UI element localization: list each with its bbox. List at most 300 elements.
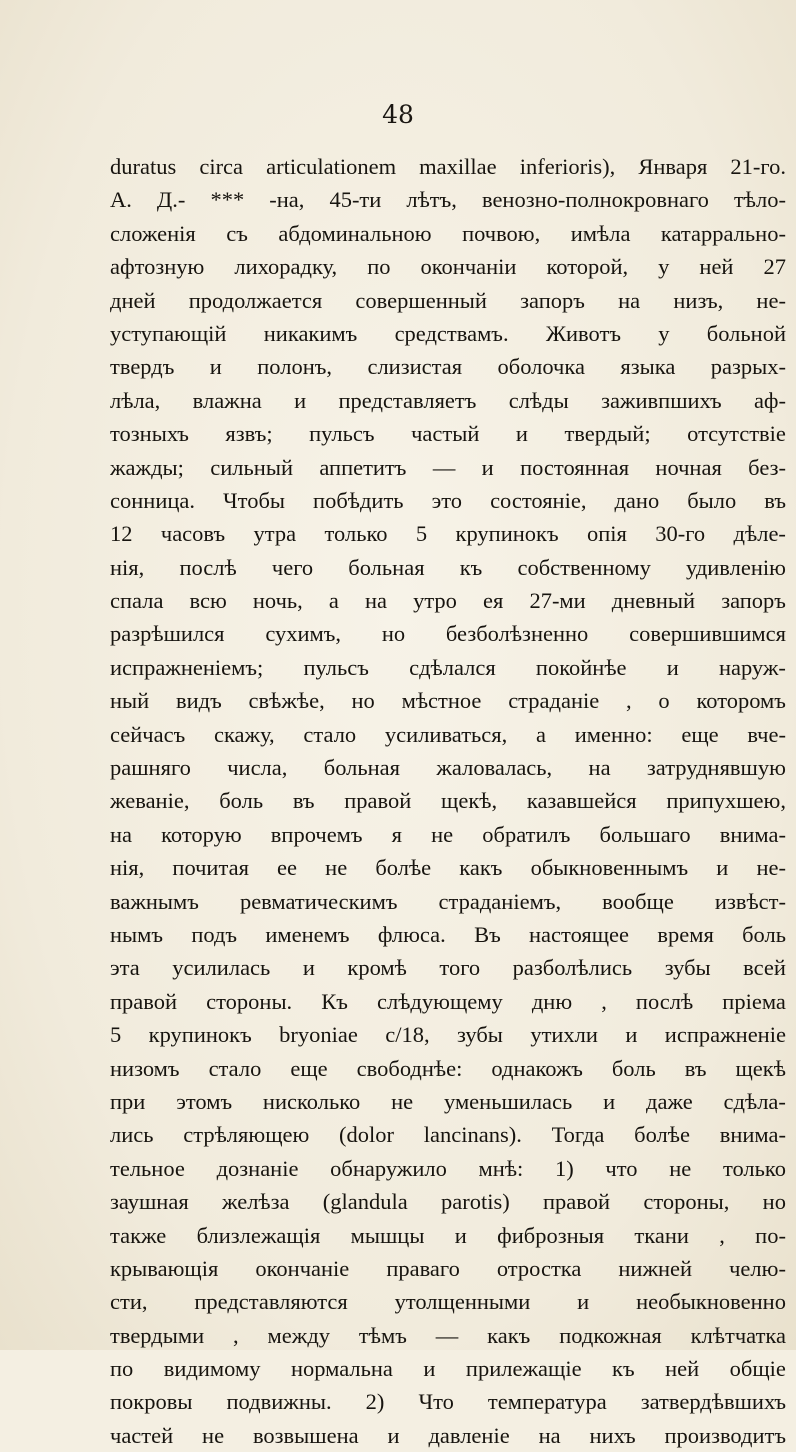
word: 27-ми xyxy=(529,588,586,614)
word: inferioris), xyxy=(519,154,616,179)
word: затвердѣвшихъ xyxy=(640,1389,786,1415)
word: еще xyxy=(290,1055,328,1081)
word: у xyxy=(658,254,670,280)
page-number: 48 xyxy=(382,100,414,129)
word: средствамъ. xyxy=(394,320,509,346)
text-line xyxy=(110,751,786,784)
word: собственному xyxy=(517,554,651,580)
text-line xyxy=(110,784,786,817)
word: и xyxy=(209,354,222,380)
word: о xyxy=(658,688,670,714)
word: язвъ; xyxy=(225,421,273,447)
word: дано xyxy=(614,487,660,513)
word: , xyxy=(601,988,607,1014)
word: боль xyxy=(742,921,786,947)
word: сейчасъ xyxy=(110,721,186,747)
word: какъ xyxy=(459,855,503,881)
word: duratus xyxy=(110,154,177,179)
text-line xyxy=(110,1219,786,1252)
word: окончаніе xyxy=(255,1255,350,1281)
word: часовъ xyxy=(160,521,226,547)
word: почвою, xyxy=(462,220,541,246)
word: слѣды xyxy=(508,387,569,413)
word: прилежащіе xyxy=(465,1356,582,1382)
word: къ xyxy=(612,1356,635,1382)
word: при xyxy=(110,1088,146,1114)
word: крывающія xyxy=(110,1255,219,1281)
text-line xyxy=(110,1118,786,1151)
text-line xyxy=(110,1018,786,1051)
word: -на, xyxy=(269,187,305,213)
word: именно: xyxy=(574,721,653,747)
word: дней xyxy=(110,287,156,313)
text-line xyxy=(110,1352,786,1385)
word: нымъ xyxy=(110,921,164,947)
word: 27 xyxy=(763,254,786,280)
text-line xyxy=(110,551,786,584)
word: жаловалась, xyxy=(436,755,553,781)
word: какъ xyxy=(487,1322,531,1348)
word: на xyxy=(618,287,641,313)
word: Д.- xyxy=(156,187,186,213)
word: больная xyxy=(323,755,401,781)
word: близлежащія xyxy=(196,1222,321,1248)
word: покойнѣе xyxy=(535,654,627,680)
word: представляетъ xyxy=(338,387,477,413)
word: Въ xyxy=(474,921,501,947)
text-line xyxy=(110,651,786,684)
word: отростка xyxy=(496,1255,582,1281)
word: полонъ, xyxy=(257,354,333,380)
word: что xyxy=(605,1155,638,1181)
word: стороны, xyxy=(643,1189,730,1215)
word: казавшейся xyxy=(526,788,637,814)
word: время xyxy=(657,921,714,947)
word: необыкновенно xyxy=(636,1289,786,1315)
word: и xyxy=(481,454,494,480)
word: но xyxy=(351,688,375,714)
word: болѣе xyxy=(634,1122,690,1148)
word: обыкновеннымъ xyxy=(530,855,689,881)
word: ткани xyxy=(634,1222,689,1248)
text-line xyxy=(110,517,786,550)
word: стороны. xyxy=(206,988,293,1014)
text-line xyxy=(110,350,786,383)
word: но xyxy=(762,1189,786,1215)
word: 21-го. xyxy=(730,154,786,179)
word: и xyxy=(294,387,307,413)
word: кромѣ xyxy=(347,955,407,981)
word: 2) xyxy=(365,1389,385,1415)
text-line xyxy=(110,918,786,951)
word: жеваніе, xyxy=(110,788,190,814)
word: испражненіемъ; xyxy=(110,654,264,680)
word: на xyxy=(364,588,387,614)
word: свободнѣе: xyxy=(356,1055,463,1081)
text-line xyxy=(110,1285,786,1318)
word: припухшею, xyxy=(666,788,786,814)
word: по xyxy=(110,1356,134,1382)
word: Чтобы xyxy=(223,487,286,513)
word: тозныхъ xyxy=(110,421,189,447)
word: обнаружило xyxy=(330,1155,447,1181)
word: большаго xyxy=(599,821,691,847)
word: дню xyxy=(531,988,573,1014)
word: только xyxy=(324,521,388,547)
word: запоръ xyxy=(721,588,786,614)
word: настоящее xyxy=(529,921,630,947)
word: совершенный xyxy=(355,287,487,313)
word: нихъ xyxy=(589,1422,636,1448)
word: сдѣла- xyxy=(723,1088,786,1114)
word: это xyxy=(431,487,463,513)
word: всю xyxy=(189,588,227,614)
word: разболѣлись xyxy=(512,955,633,981)
word: въ xyxy=(764,487,786,513)
word: а xyxy=(328,588,339,614)
word: и xyxy=(577,1289,590,1315)
word: нисколько xyxy=(262,1088,361,1114)
word: утро xyxy=(413,588,457,614)
word: числа, xyxy=(227,755,288,781)
word: зубы xyxy=(664,955,711,981)
word: правой xyxy=(543,1189,611,1215)
word: , xyxy=(233,1322,239,1348)
word: lancinans). xyxy=(423,1122,522,1148)
word: не xyxy=(431,821,454,847)
word: и xyxy=(625,1022,638,1048)
word: сдѣлался xyxy=(409,654,496,680)
word: видимому xyxy=(163,1356,261,1382)
word: твердый; xyxy=(564,421,651,447)
word: по xyxy=(367,254,391,280)
text-line xyxy=(110,1052,786,1085)
word: челю- xyxy=(729,1255,786,1281)
word: щекѣ xyxy=(735,1055,786,1081)
word: разрѣшился xyxy=(110,621,225,647)
word: нормальна xyxy=(290,1356,393,1382)
word: слѣдующему xyxy=(377,988,503,1014)
word: и xyxy=(302,955,315,981)
word: страданіемъ, xyxy=(438,888,562,914)
word: затруднявшую xyxy=(646,755,786,781)
text-line xyxy=(110,1085,786,1118)
word: 5 xyxy=(415,521,428,547)
text-line xyxy=(110,851,786,884)
word: и xyxy=(515,421,528,447)
word: и xyxy=(603,1088,616,1114)
word: ревматическимъ xyxy=(239,888,398,914)
text-line xyxy=(110,885,786,918)
word: на xyxy=(588,755,611,781)
word: c/18, xyxy=(385,1022,430,1048)
word: не xyxy=(669,1155,692,1181)
word: усилилась xyxy=(172,955,271,981)
word: на xyxy=(538,1422,561,1448)
word: вче- xyxy=(747,721,786,747)
word: постоянная xyxy=(520,454,630,480)
word: нія, xyxy=(110,855,145,881)
word: частей xyxy=(110,1422,174,1448)
word: имѣла xyxy=(570,220,631,246)
word: сухимъ, xyxy=(265,621,342,647)
word: усиливаться, xyxy=(384,721,508,747)
text-line xyxy=(110,417,786,450)
word: А. xyxy=(110,187,132,213)
word: представляются xyxy=(194,1289,348,1315)
word: щекѣ, xyxy=(441,788,498,814)
word: не xyxy=(325,855,348,881)
text-line xyxy=(110,1385,786,1418)
word: чего xyxy=(271,554,314,580)
body-text xyxy=(110,150,786,1452)
text-line xyxy=(110,684,786,717)
word: стрѣляющею xyxy=(183,1122,310,1148)
word: правой xyxy=(344,788,412,814)
word: температура xyxy=(487,1389,607,1415)
word: parotis) xyxy=(441,1189,510,1215)
word: жажды; xyxy=(110,454,184,480)
word: , xyxy=(719,1222,725,1248)
word: праваго xyxy=(386,1255,460,1281)
word: въ xyxy=(684,1055,707,1081)
word: дознаніе xyxy=(216,1155,299,1181)
word: пріема xyxy=(722,988,786,1014)
word: сонница. xyxy=(110,487,196,513)
word: сти, xyxy=(110,1289,148,1315)
word: никакимъ xyxy=(263,320,358,346)
word: утихли xyxy=(530,1022,598,1048)
text-line xyxy=(110,317,786,350)
word: на xyxy=(110,821,133,847)
word: заживпшихъ xyxy=(601,387,722,413)
word: больной xyxy=(706,320,786,346)
word: безболѣзненно xyxy=(445,621,589,647)
word: послѣ xyxy=(635,988,694,1014)
word: тѣло- xyxy=(733,187,786,213)
word: видъ xyxy=(175,688,222,714)
word: удивленію xyxy=(685,554,786,580)
word: не- xyxy=(756,287,786,313)
word: Тогда xyxy=(551,1122,605,1148)
text-line xyxy=(110,384,786,417)
word: мѣстное xyxy=(401,688,482,714)
word: circa xyxy=(199,154,244,179)
word: которомъ xyxy=(696,688,786,714)
word: и xyxy=(666,654,679,680)
word: уменьшилась xyxy=(443,1088,573,1114)
word: внима- xyxy=(719,821,786,847)
word: послѣ xyxy=(179,554,237,580)
word: пульсъ xyxy=(303,654,369,680)
text-line xyxy=(110,284,786,317)
text-line xyxy=(110,250,786,283)
word: 30-го xyxy=(655,521,706,547)
word: въ xyxy=(292,788,315,814)
word: именемъ xyxy=(265,921,350,947)
word: венозно-полнокровнаго xyxy=(481,187,709,213)
text-line xyxy=(110,818,786,851)
word: мышцы xyxy=(350,1222,425,1248)
word: (glandula xyxy=(322,1189,408,1215)
word: было xyxy=(687,487,737,513)
word: а xyxy=(536,721,546,747)
word: *** xyxy=(210,187,245,213)
text-line xyxy=(110,1252,786,1285)
word: также xyxy=(110,1222,167,1248)
word: производитъ xyxy=(664,1422,786,1448)
word: и xyxy=(454,1222,467,1248)
word: слизистая xyxy=(367,354,463,380)
word: оболочка xyxy=(497,354,585,380)
word: тельное xyxy=(110,1155,185,1181)
word: — xyxy=(435,1322,459,1348)
word: афтозную xyxy=(110,254,205,280)
word: аф- xyxy=(753,387,786,413)
word: 45-ти xyxy=(329,187,382,213)
word: у xyxy=(658,320,670,346)
word: сильный xyxy=(210,454,293,480)
word: наруж- xyxy=(718,654,786,680)
word: влажна xyxy=(192,387,262,413)
word: ее xyxy=(277,855,298,881)
word: еще xyxy=(681,721,719,747)
word: съ xyxy=(226,220,248,246)
word: рашняго xyxy=(110,755,191,781)
word: спала xyxy=(110,588,164,614)
text-line xyxy=(110,484,786,517)
word: абдоминальною xyxy=(278,220,432,246)
word: я xyxy=(391,821,403,847)
word: 5 xyxy=(110,1022,122,1048)
word: сложенія xyxy=(110,220,196,246)
word: состояніе, xyxy=(490,487,587,513)
word: , xyxy=(626,688,632,714)
word: больная xyxy=(348,554,425,580)
word: не- xyxy=(756,855,786,881)
word: скажу, xyxy=(213,721,275,747)
text-line xyxy=(110,985,786,1018)
word: общіе xyxy=(729,1356,786,1382)
word: крупинокъ xyxy=(455,521,559,547)
word: нижней xyxy=(618,1255,693,1281)
word: разрых- xyxy=(710,354,786,380)
text-line xyxy=(110,150,786,183)
word: къ xyxy=(459,554,483,580)
word: клѣтчатка xyxy=(690,1322,786,1348)
word: твердъ xyxy=(110,354,175,380)
word: утра xyxy=(253,521,297,547)
word: этомъ xyxy=(176,1088,233,1114)
word: лихорадку, xyxy=(234,254,338,280)
word: Животъ xyxy=(545,320,621,346)
word: Что xyxy=(418,1389,454,1415)
word: и xyxy=(423,1356,436,1382)
word: частый xyxy=(411,421,480,447)
word: но xyxy=(381,621,406,647)
word: ней xyxy=(665,1356,700,1382)
word: лѣтъ, xyxy=(406,187,457,213)
word: вообще xyxy=(602,888,674,914)
word: ней xyxy=(699,254,734,280)
word: Къ xyxy=(321,988,348,1014)
word: крупинокъ xyxy=(148,1022,252,1048)
word: обратилъ xyxy=(482,821,571,847)
word: фиброзныя xyxy=(497,1222,605,1248)
word: языка xyxy=(620,354,676,380)
word: боль xyxy=(219,788,264,814)
word: тѣмъ xyxy=(358,1322,407,1348)
word: стало xyxy=(208,1055,262,1081)
word: уступающій xyxy=(110,320,227,346)
word: ный xyxy=(110,688,150,714)
word: продолжается xyxy=(188,287,323,313)
word: низъ, xyxy=(673,287,724,313)
word: впрочемъ xyxy=(270,821,363,847)
word: утолщенными xyxy=(394,1289,531,1315)
text-line xyxy=(110,1152,786,1185)
word: внима- xyxy=(719,1122,786,1148)
word: ея xyxy=(483,588,504,614)
word: эта xyxy=(110,955,140,981)
word: запоръ xyxy=(520,287,585,313)
word: опія xyxy=(586,521,627,547)
word: даже xyxy=(646,1088,693,1114)
word: 12 xyxy=(110,521,133,547)
word: bryoniae xyxy=(279,1022,358,1048)
word: только xyxy=(722,1155,786,1181)
word: правой xyxy=(110,988,178,1014)
word: и xyxy=(716,855,729,881)
word: лись xyxy=(110,1122,154,1148)
word: давленіе xyxy=(428,1422,510,1448)
word: не xyxy=(391,1088,414,1114)
word: которой, xyxy=(546,254,629,280)
text-line xyxy=(110,183,786,216)
word: страданіе xyxy=(508,688,600,714)
word: дѣле- xyxy=(733,521,786,547)
word: maxillae xyxy=(419,154,497,179)
word: почитая xyxy=(172,855,249,881)
word: болѣе xyxy=(375,855,432,881)
word: стало xyxy=(303,721,357,747)
word: флюса. xyxy=(377,921,446,947)
word: подъ xyxy=(191,921,238,947)
word: твердыми xyxy=(110,1322,205,1348)
word: лѣла, xyxy=(110,387,161,413)
word: ночь, xyxy=(252,588,303,614)
word: подвижны. xyxy=(226,1389,332,1415)
word: нія, xyxy=(110,554,145,580)
word: низомъ xyxy=(110,1055,180,1081)
word: по- xyxy=(755,1222,786,1248)
word: подкожная xyxy=(559,1322,662,1348)
word: всей xyxy=(743,955,786,981)
word: заушная xyxy=(110,1189,189,1215)
word: 1) xyxy=(554,1155,574,1181)
word: которую xyxy=(161,821,242,847)
word: дневный xyxy=(611,588,696,614)
word: без- xyxy=(748,454,786,480)
word: — xyxy=(432,454,456,480)
word: (dolor xyxy=(339,1122,395,1148)
word: возвышена xyxy=(252,1422,359,1448)
word: однакожъ xyxy=(491,1055,583,1081)
word: зубы xyxy=(456,1022,503,1048)
word: отсутствіе xyxy=(687,421,786,447)
word: аппетитъ xyxy=(319,454,407,480)
word: совершившимся xyxy=(629,621,786,647)
